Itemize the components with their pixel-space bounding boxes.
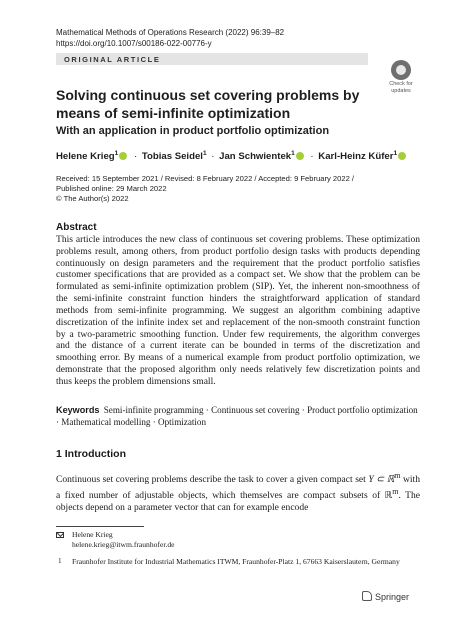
check-for-updates-button[interactable] (384, 60, 418, 92)
author-name[interactable]: Jan Schwientek (219, 151, 292, 162)
orcid-icon[interactable] (119, 152, 127, 160)
check-for-updates-line2: updates (391, 88, 411, 94)
doi-link[interactable]: https://doi.org/10.1007/s00186-022-00776-y (56, 39, 212, 48)
abstract-body: This article introduces the new class of continuous set covering problems. These optimization problems result, among others, from product portfolio design tasks with products depending continuously on design parameters and the requirement that the product portfolio satisfies customer specifications that are provided as a compact set. We show that the problem can be formulated as semi-infinite optimization problem (SIP). Yet, the inherent non-smoothness of the semi-infinite constraint function hinders the straightforward application of standard methods from semi-infinite programming. We suggest an algorithm combining adaptive discretization of the infinite index set and replacement of the non-smooth constraint function by a two-parametric smoothing function. Under few requirements, the algorithm converges and the distance of a current iterate can be bounded in terms of the discretization and smoothing error. By means of a numerical example from product portfolio optimization, we demonstrate that the proposed algorithm only needs relatively few discretization points and thus keeps the problem dimensions small. (56, 234, 420, 387)
author-affiliation-mark: 1 (202, 150, 207, 157)
received-dates: Received: 15 September 2021 / Revised: 8 February 2022 / Accepted: 9 February 2022 / (56, 174, 355, 183)
published-date: Published online: 29 March 2022 (56, 184, 167, 193)
intro-math-sup: m (392, 487, 399, 497)
author-affiliation-mark: 1 (291, 150, 295, 157)
check-for-updates-icon (391, 60, 411, 80)
paper-subtitle: With an application in product portfolio optimization (56, 125, 330, 137)
copyright-notice: © The Author(s) 2022 (56, 194, 129, 203)
affiliation-number: 1 (58, 557, 62, 565)
author-affiliation-mark: 1 (114, 150, 119, 157)
journal-header (56, 27, 284, 49)
journal-citation: Mathematical Methods of Operations Research (2022) 96:39–82 (56, 28, 285, 37)
contact-email[interactable]: helene.krieg@itwm.fraunhofer.de (72, 539, 175, 549)
check-for-updates-line1: Check for (389, 81, 413, 87)
introduction-paragraph (56, 470, 420, 514)
corresponding-author (72, 530, 175, 549)
orcid-icon[interactable] (398, 152, 406, 160)
article-type-label: ORIGINAL ARTICLE (64, 55, 161, 64)
affiliation-text: Fraunhofer Institute for Industrial Mathematics ITWM, Fraunhofer-Platz 1, 67663 Kaiserslautern, Germany (72, 557, 400, 566)
keywords-label: Keywords (56, 405, 100, 415)
intro-text-2: with a fixed number of adjustable objects, which themselves are compact (56, 474, 420, 502)
intro-text-1: Continuous set covering problems describe the task to cover a given compact set (56, 474, 366, 486)
author-name[interactable]: Tobias Seidel (141, 151, 203, 162)
intro-text-3: subsets of ℝ (340, 490, 393, 502)
abstract-heading: Abstract (56, 222, 97, 233)
contact-name: Helene Krieg (72, 530, 113, 539)
publisher-logo (362, 591, 409, 602)
mail-icon (56, 532, 64, 538)
author-separator: · (310, 151, 314, 162)
publisher-name: Springer (375, 592, 410, 602)
keywords (56, 405, 420, 428)
author-name[interactable]: Helene Krieg (56, 151, 115, 162)
author-name[interactable]: Karl-Heinz Küfer (318, 151, 394, 162)
paper-title: Solving continuous set covering problems by means of semi-infinite optimization (56, 87, 360, 121)
intro-math-y: Y ⊂ ℝ (368, 474, 395, 486)
author-separator: · (133, 151, 138, 162)
orcid-icon[interactable] (296, 152, 304, 160)
intro-text-4: . The objects depend on a parameter vector that can for example encode (56, 490, 421, 514)
author-list (56, 150, 408, 162)
keywords-list: Semi-infinite programming · Continuous set covering · Product portfolio optimization · Mathematical modelling · Optimization (56, 405, 418, 427)
author-affiliation-mark: 1 (393, 150, 398, 157)
author-separator: · (211, 151, 215, 162)
section-heading-introduction: 1 Introduction (56, 448, 126, 460)
publication-dates (56, 174, 354, 204)
intro-math-sup: m (394, 471, 401, 480)
springer-horse-icon (362, 591, 372, 601)
footnote-divider (56, 526, 144, 527)
